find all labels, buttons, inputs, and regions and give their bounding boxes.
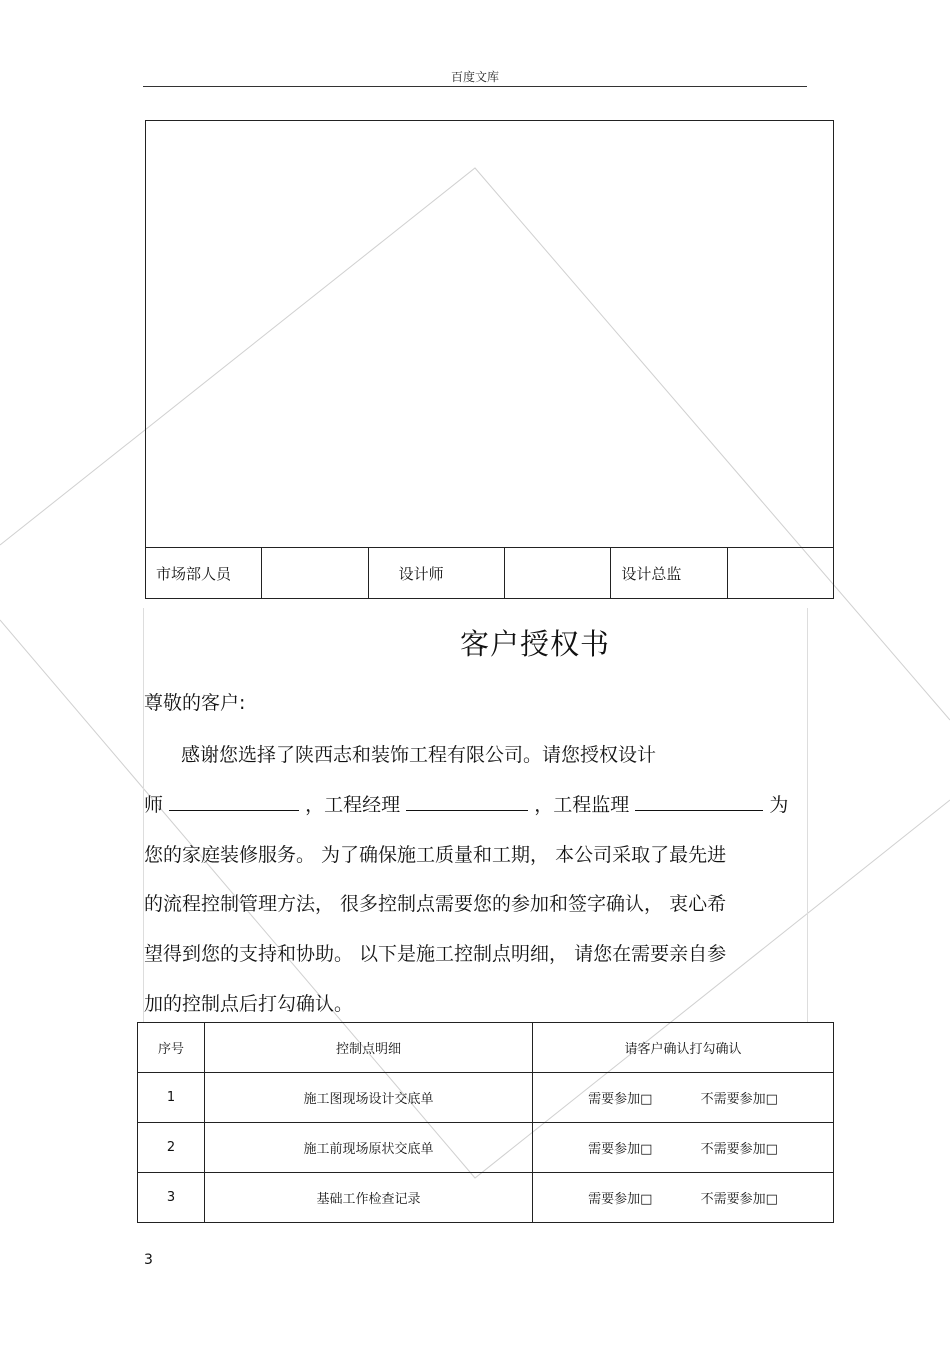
line2-suffix: 为 (769, 794, 789, 816)
header-no: 序号 (138, 1023, 205, 1073)
designer-label: 设计师 (369, 548, 505, 598)
header-title: 百度文库 (450, 70, 499, 84)
margin-line-right (807, 608, 808, 1022)
design-director-label: 设计总监 (611, 548, 727, 598)
paragraph-line-4: 的流程控制管理方法， 很多控制点需要您的参加和签字确认， 衷心希 (144, 893, 727, 915)
designer-name-blank[interactable] (169, 792, 299, 811)
paragraph-line-6: 加的控制点后打勾确认。 (144, 993, 354, 1015)
table-row (138, 1073, 834, 1123)
table-header-row (138, 1023, 834, 1073)
designer-signature-field[interactable] (505, 548, 611, 598)
marketing-signature-field[interactable] (262, 548, 368, 598)
row-options (533, 1173, 834, 1223)
row-no: 1 (138, 1073, 205, 1123)
paragraph-line-1: 感谢您选择了陕西志和装饰工程有限公司。请您授权设计 (181, 744, 657, 766)
need-attend-checkbox[interactable]: 需要参加□ (588, 1142, 653, 1157)
need-attend-checkbox[interactable]: 需要参加□ (588, 1092, 653, 1107)
table-row (138, 1123, 834, 1173)
paragraph-line-2 (144, 790, 804, 817)
row-options (533, 1123, 834, 1173)
page-number: 3 (144, 1252, 153, 1268)
drawing-frame (145, 120, 834, 599)
header-confirm: 请客户确认打勾确认 (533, 1023, 834, 1073)
row-item: 基础工作检查记录 (205, 1173, 533, 1223)
supervisor-prefix: ，工程监理 (534, 794, 630, 816)
row-options (533, 1073, 834, 1123)
paragraph-line-3: 您的家庭装修服务。 为了确保施工质量和工期， 本公司采取了最先进 (144, 844, 727, 866)
document-title: 客户授权书 (460, 627, 611, 661)
salutation: 尊敬的客户: (144, 692, 246, 714)
need-attend-checkbox[interactable]: 需要参加□ (588, 1192, 653, 1207)
control-points-table (137, 1022, 834, 1223)
design-director-signature-field[interactable] (728, 548, 833, 598)
row-no: 3 (138, 1173, 205, 1223)
row-no: 2 (138, 1123, 205, 1173)
paragraph-line-5: 望得到您的支持和协助。 以下是施工控制点明细， 请您在需要亲自参 (144, 943, 727, 965)
signature-row (146, 547, 833, 598)
header-divider (143, 86, 807, 87)
no-need-attend-checkbox[interactable]: 不需要参加□ (700, 1192, 778, 1207)
row-item: 施工图现场设计交底单 (205, 1073, 533, 1123)
no-need-attend-checkbox[interactable]: 不需要参加□ (700, 1092, 778, 1107)
designer-prefix: 师 (144, 794, 164, 816)
supervisor-name-blank[interactable] (635, 792, 763, 811)
marketing-label: 市场部人员 (146, 548, 262, 598)
manager-prefix: ，工程经理 (305, 794, 401, 816)
manager-name-blank[interactable] (406, 792, 528, 811)
header-item: 控制点明细 (205, 1023, 533, 1073)
table-row (138, 1173, 834, 1223)
row-item: 施工前现场原状交底单 (205, 1123, 533, 1173)
no-need-attend-checkbox[interactable]: 不需要参加□ (700, 1142, 778, 1157)
